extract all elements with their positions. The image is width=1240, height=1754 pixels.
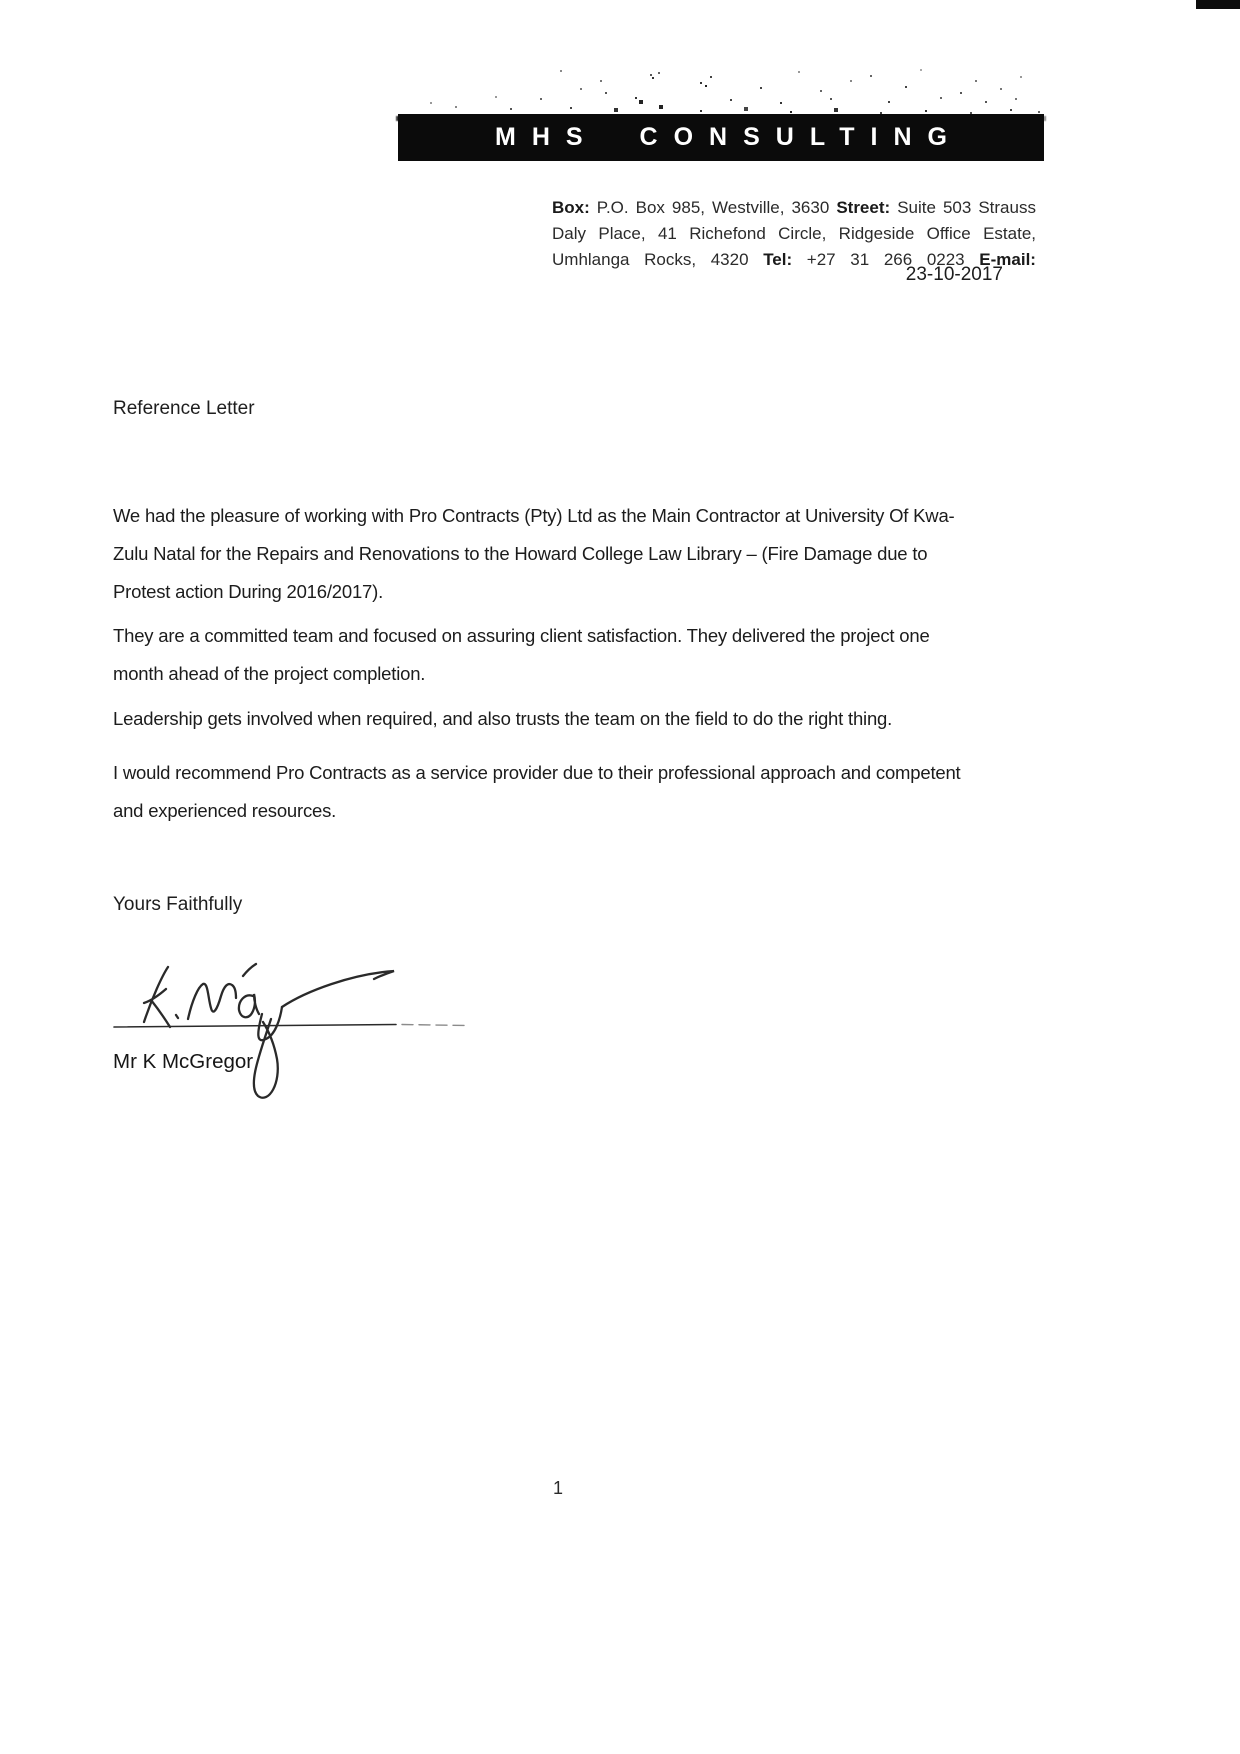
address-street-value: Suite 503 Strauss <box>897 198 1036 217</box>
paragraph-4-line: and experienced resources. <box>113 800 337 821</box>
letter-subject: Reference Letter <box>113 398 255 419</box>
company-address-block <box>552 195 1036 273</box>
paragraph-1-line: Protest action During 2016/2017). <box>113 581 384 602</box>
handwritten-signature <box>100 940 500 1110</box>
address-email-label: E-mail: <box>979 250 1036 269</box>
signature-stroke-a <box>239 994 259 1017</box>
company-logo-text: MHS CONSULTING <box>495 123 963 151</box>
paragraph-2-line: month ahead of the project completion. <box>113 663 426 684</box>
paragraph-1-line: We had the pleasure of working with Pro Contracts (Pty) Ltd as the Main Contractor at University Of Kwa- <box>113 505 955 526</box>
paragraph-4 <box>113 754 1053 830</box>
signature-stroke-m <box>188 984 236 1019</box>
address-box-label: Box: <box>552 198 590 217</box>
address-tel-value: +27 31 266 0223 <box>806 250 965 269</box>
signature-stroke-tail <box>282 971 394 1007</box>
paragraph-3-line: Leadership gets involved when required, and also trusts the team on the field to do the right thing. <box>113 708 893 729</box>
scan-corner-artifact <box>1196 0 1240 9</box>
page-number: 1 <box>552 1478 563 1498</box>
address-line2: Daly Place, 41 Richefond Circle, Ridgeside Office Estate, <box>552 224 1036 243</box>
scan-speckle <box>400 68 402 70</box>
paragraph-2-line: They are a committed team and focused on assuring client satisfaction. They delivered the project one <box>113 625 930 646</box>
signature-stroke-accent <box>243 964 256 976</box>
paragraph-3 <box>113 700 1053 738</box>
signature-stroke-dot <box>176 1015 178 1018</box>
signature-underline-tail <box>402 1025 468 1026</box>
paragraph-2 <box>113 617 1053 693</box>
address-street-label: Street: <box>836 198 891 217</box>
signature-stroke-k <box>144 967 170 1027</box>
address-box-value: P.O. Box 985, Westville, 3630 <box>596 198 830 217</box>
paragraph-1-line: Zulu Natal for the Repairs and Renovations to the Howard College Law Library – (Fire Damage due to <box>113 543 928 564</box>
paragraph-1 <box>113 497 1053 611</box>
paragraph-4-line: I would recommend Pro Contracts as a service provider due to their professional approach and competent <box>113 762 961 783</box>
company-logo-bar <box>398 114 1044 161</box>
address-line3: Umhlanga Rocks, 4320 <box>552 250 749 269</box>
letter-date: 23-10-2017 <box>905 264 1003 285</box>
signature-underline <box>114 1025 396 1028</box>
letter-closing: Yours Faithfully <box>113 894 243 915</box>
address-tel-label: Tel: <box>763 250 793 269</box>
signatory-name: Mr K McGregor <box>113 1050 254 1073</box>
